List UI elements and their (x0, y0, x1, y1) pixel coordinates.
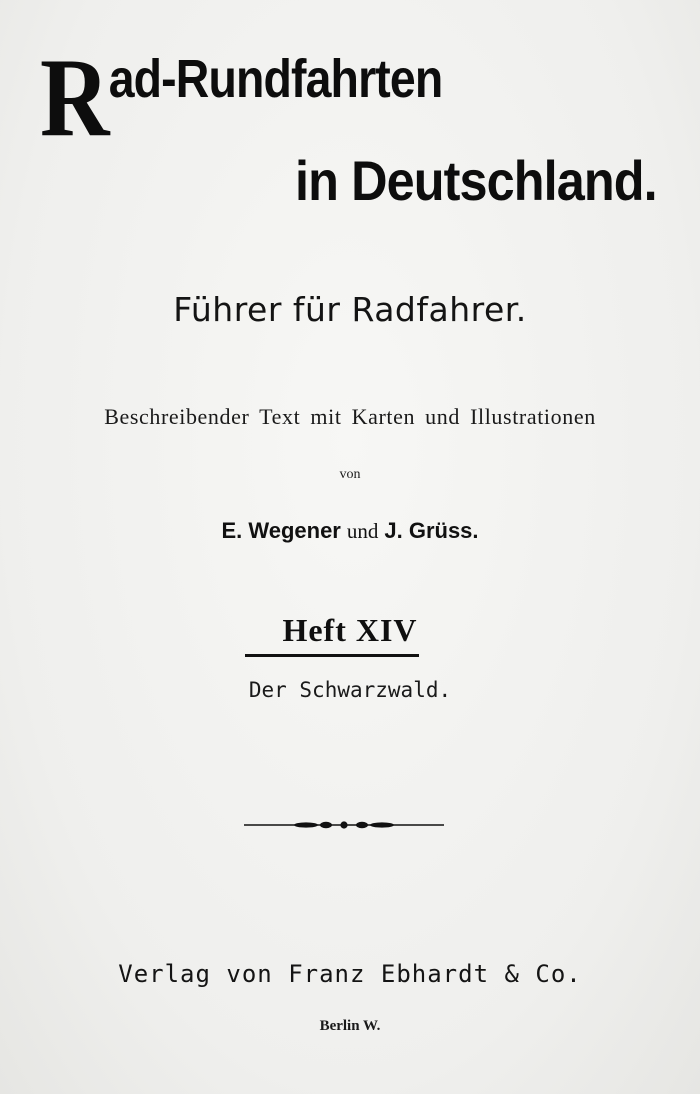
authors (0, 518, 700, 544)
publisher: Verlag von Franz Ebhardt & Co. (118, 960, 582, 988)
drop-initial: R (40, 36, 109, 160)
description: Beschreibender Text mit Karten und Illustrationen (104, 404, 596, 429)
by-label: von (339, 467, 361, 482)
author-first: E. Wegener (221, 518, 341, 543)
author-conjunction: und (346, 519, 379, 543)
author-second: J. Grüss. (384, 518, 479, 543)
volume-underline (245, 654, 419, 657)
volume-heading: Heft XIV (282, 612, 418, 648)
main-title-line-2: in Deutschland. (295, 149, 657, 212)
main-title-line-1 (40, 36, 443, 160)
publisher-city: Berlin W. (319, 1018, 381, 1034)
main-title-line-1-text: ad-Rundfahrten (108, 49, 443, 109)
region-title: Der Schwarzwald. (248, 678, 452, 702)
subtitle: Führer für Radfahrer. (173, 290, 527, 329)
ornament-divider-icon (244, 815, 444, 835)
